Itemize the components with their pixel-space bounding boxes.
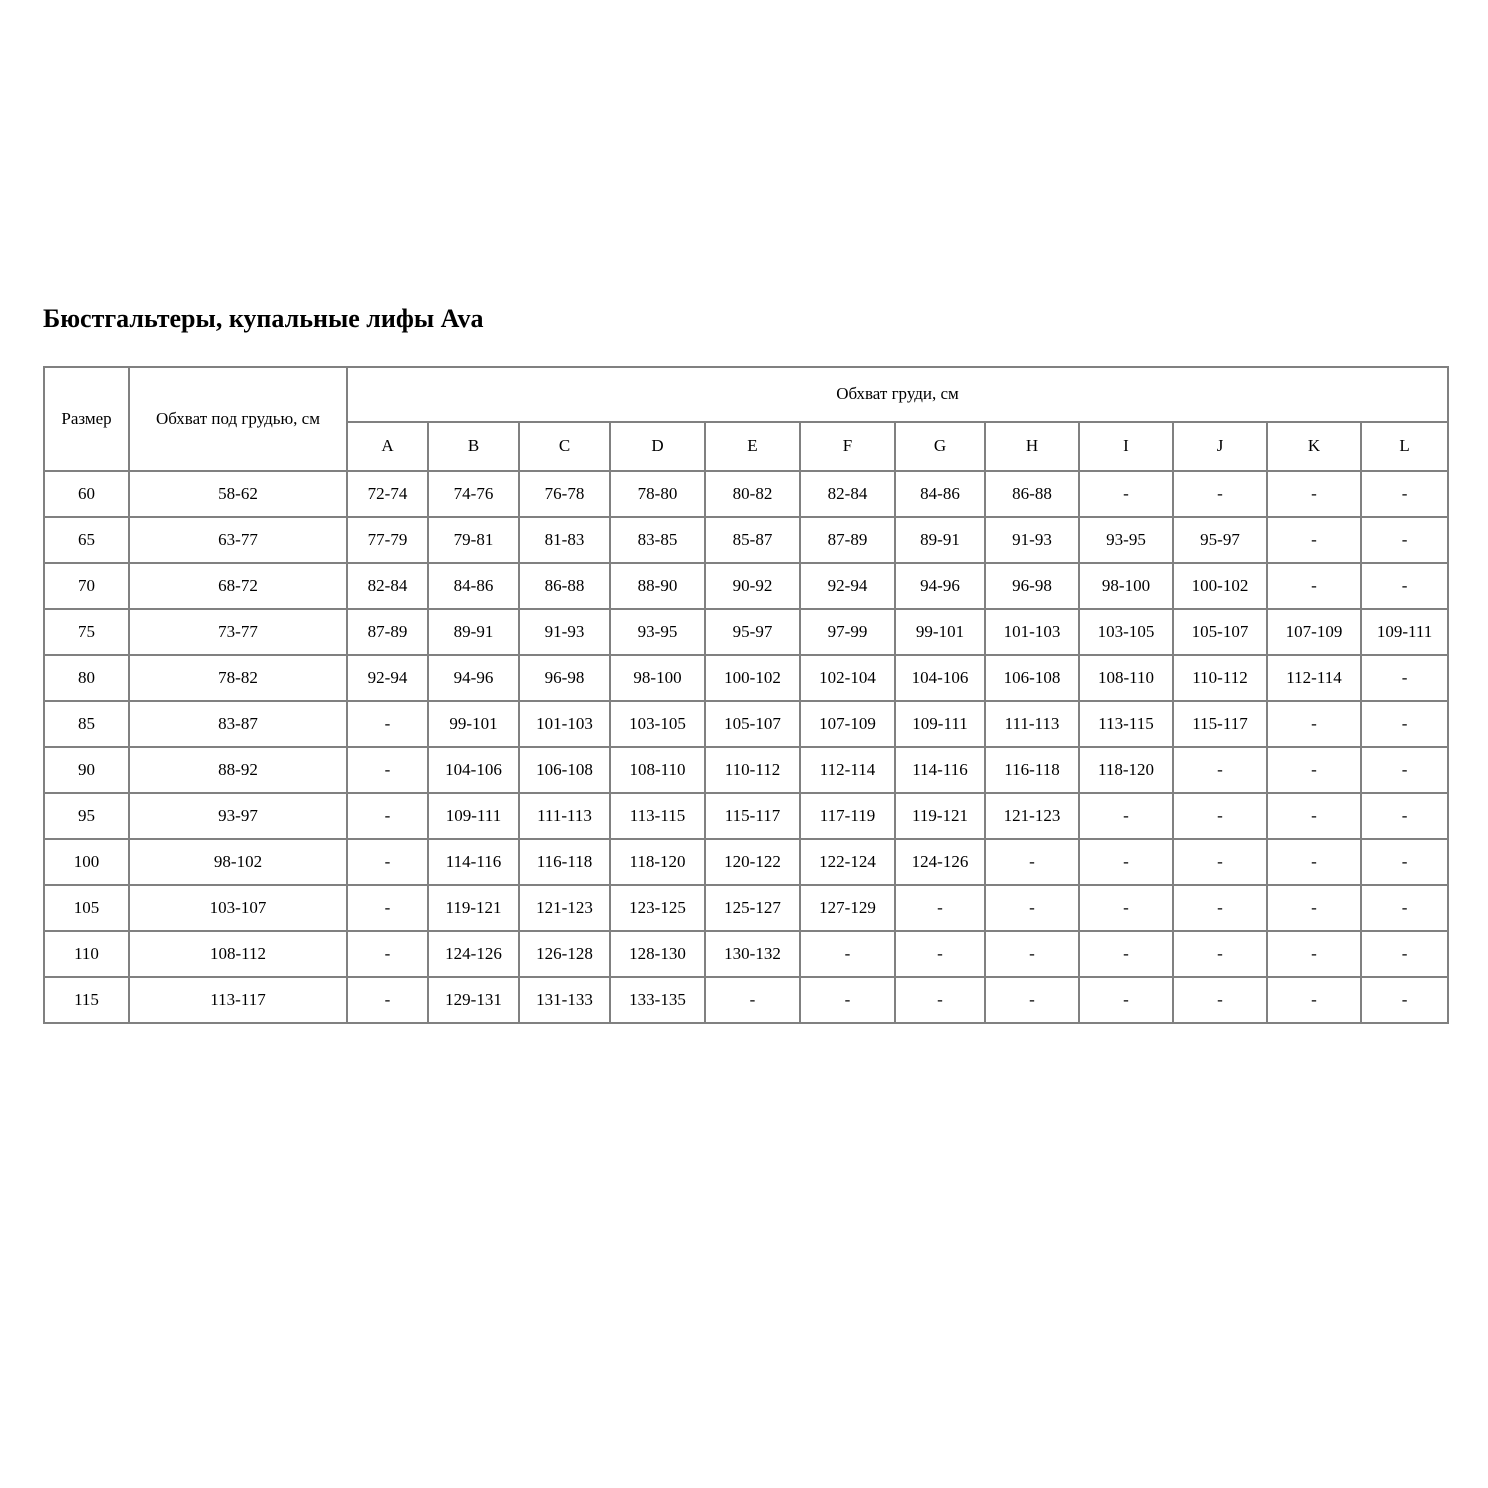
- size-cell: 115: [44, 977, 129, 1023]
- cup-range-cell: -: [800, 931, 895, 977]
- cup-range-cell: -: [1267, 471, 1361, 517]
- cup-range-cell: -: [1267, 793, 1361, 839]
- underbust-cell: 93-97: [129, 793, 347, 839]
- cup-range-cell: 94-96: [895, 563, 985, 609]
- cup-range-cell: 109-111: [1361, 609, 1448, 655]
- col-header-underbust: Обхват под грудью, см: [129, 367, 347, 471]
- size-chart-table: [43, 366, 1449, 1024]
- table-row: [44, 701, 1448, 747]
- cup-range-cell: -: [1361, 839, 1448, 885]
- underbust-cell: 103-107: [129, 885, 347, 931]
- cup-range-cell: 109-111: [895, 701, 985, 747]
- cup-range-cell: -: [895, 885, 985, 931]
- cup-range-cell: 81-83: [519, 517, 610, 563]
- cup-letter-header: D: [610, 422, 705, 471]
- cup-range-cell: 105-107: [705, 701, 800, 747]
- cup-range-cell: 110-112: [705, 747, 800, 793]
- cup-range-cell: -: [1079, 839, 1173, 885]
- cup-range-cell: -: [1361, 701, 1448, 747]
- size-cell: 95: [44, 793, 129, 839]
- table-row: [44, 793, 1448, 839]
- cup-range-cell: 111-113: [985, 701, 1079, 747]
- cup-range-cell: 119-121: [895, 793, 985, 839]
- cup-range-cell: 78-80: [610, 471, 705, 517]
- cup-range-cell: 109-111: [428, 793, 519, 839]
- cup-range-cell: 99-101: [895, 609, 985, 655]
- cup-range-cell: -: [1079, 885, 1173, 931]
- cup-letter-header: I: [1079, 422, 1173, 471]
- cup-range-cell: 108-110: [610, 747, 705, 793]
- cup-range-cell: 98-100: [1079, 563, 1173, 609]
- cup-range-cell: -: [347, 977, 428, 1023]
- cup-range-cell: -: [1361, 471, 1448, 517]
- cup-range-cell: 74-76: [428, 471, 519, 517]
- cup-range-cell: 114-116: [428, 839, 519, 885]
- table-row: [44, 609, 1448, 655]
- cup-range-cell: 92-94: [800, 563, 895, 609]
- cup-range-cell: 80-82: [705, 471, 800, 517]
- cup-range-cell: -: [985, 839, 1079, 885]
- cup-range-cell: -: [895, 931, 985, 977]
- page-title: Бюстгальтеры, купальные лифы Ava: [43, 304, 484, 333]
- cup-range-cell: 119-121: [428, 885, 519, 931]
- underbust-cell: 73-77: [129, 609, 347, 655]
- cup-range-cell: 124-126: [428, 931, 519, 977]
- underbust-cell: 68-72: [129, 563, 347, 609]
- cup-letter-header: B: [428, 422, 519, 471]
- cup-range-cell: 129-131: [428, 977, 519, 1023]
- cup-range-cell: 86-88: [519, 563, 610, 609]
- cup-letter-header: C: [519, 422, 610, 471]
- cup-letter-header: G: [895, 422, 985, 471]
- cup-range-cell: 107-109: [800, 701, 895, 747]
- cup-range-cell: 122-124: [800, 839, 895, 885]
- cup-range-cell: 79-81: [428, 517, 519, 563]
- cup-range-cell: 72-74: [347, 471, 428, 517]
- underbust-cell: 88-92: [129, 747, 347, 793]
- size-cell: 65: [44, 517, 129, 563]
- cup-letter-header: J: [1173, 422, 1267, 471]
- cup-range-cell: 77-79: [347, 517, 428, 563]
- cup-range-cell: 121-123: [519, 885, 610, 931]
- cup-letter-header: H: [985, 422, 1079, 471]
- cup-range-cell: 88-90: [610, 563, 705, 609]
- cup-range-cell: 102-104: [800, 655, 895, 701]
- cup-range-cell: 120-122: [705, 839, 800, 885]
- cup-letter-header: A: [347, 422, 428, 471]
- cup-range-cell: -: [1361, 655, 1448, 701]
- cup-range-cell: 105-107: [1173, 609, 1267, 655]
- cup-range-cell: 125-127: [705, 885, 800, 931]
- underbust-cell: 83-87: [129, 701, 347, 747]
- cup-range-cell: -: [1173, 931, 1267, 977]
- cup-range-cell: 103-105: [610, 701, 705, 747]
- table-row: [44, 931, 1448, 977]
- cup-range-cell: -: [705, 977, 800, 1023]
- underbust-cell: 113-117: [129, 977, 347, 1023]
- cup-range-cell: -: [1267, 517, 1361, 563]
- cup-range-cell: -: [1361, 747, 1448, 793]
- cup-range-cell: 133-135: [610, 977, 705, 1023]
- underbust-cell: 98-102: [129, 839, 347, 885]
- cup-range-cell: 115-117: [705, 793, 800, 839]
- cup-range-cell: 108-110: [1079, 655, 1173, 701]
- cup-range-cell: -: [1173, 839, 1267, 885]
- cup-range-cell: 101-103: [985, 609, 1079, 655]
- cup-range-cell: -: [1267, 839, 1361, 885]
- cup-range-cell: 87-89: [800, 517, 895, 563]
- cup-range-cell: 100-102: [1173, 563, 1267, 609]
- cup-range-cell: 90-92: [705, 563, 800, 609]
- cup-range-cell: -: [1361, 517, 1448, 563]
- cup-range-cell: -: [1361, 793, 1448, 839]
- size-cell: 70: [44, 563, 129, 609]
- cup-range-cell: 104-106: [428, 747, 519, 793]
- size-cell: 60: [44, 471, 129, 517]
- cup-range-cell: -: [1173, 977, 1267, 1023]
- cup-range-cell: 118-120: [1079, 747, 1173, 793]
- cup-range-cell: 104-106: [895, 655, 985, 701]
- cup-range-cell: 107-109: [1267, 609, 1361, 655]
- cup-range-cell: -: [1173, 471, 1267, 517]
- table-row: [44, 563, 1448, 609]
- cup-range-cell: -: [1173, 793, 1267, 839]
- table-row: [44, 655, 1448, 701]
- cup-range-cell: 123-125: [610, 885, 705, 931]
- cup-range-cell: 83-85: [610, 517, 705, 563]
- size-cell: 105: [44, 885, 129, 931]
- cup-range-cell: 92-94: [347, 655, 428, 701]
- table-row: [44, 747, 1448, 793]
- cup-range-cell: 96-98: [985, 563, 1079, 609]
- cup-range-cell: -: [1173, 747, 1267, 793]
- header-row-top: [44, 367, 1448, 422]
- cup-range-cell: 89-91: [428, 609, 519, 655]
- cup-range-cell: -: [800, 977, 895, 1023]
- cup-range-cell: 111-113: [519, 793, 610, 839]
- col-header-bust-group: Обхват груди, см: [347, 367, 1448, 422]
- cup-range-cell: 84-86: [895, 471, 985, 517]
- cup-range-cell: -: [1267, 747, 1361, 793]
- cup-range-cell: 95-97: [1173, 517, 1267, 563]
- cup-range-cell: -: [1361, 931, 1448, 977]
- cup-range-cell: 101-103: [519, 701, 610, 747]
- cup-range-cell: 82-84: [347, 563, 428, 609]
- cup-range-cell: 113-115: [610, 793, 705, 839]
- cup-range-cell: -: [985, 885, 1079, 931]
- cup-range-cell: -: [985, 931, 1079, 977]
- cup-range-cell: 93-95: [610, 609, 705, 655]
- cup-range-cell: 126-128: [519, 931, 610, 977]
- cup-range-cell: 130-132: [705, 931, 800, 977]
- table-row: [44, 517, 1448, 563]
- cup-range-cell: 91-93: [519, 609, 610, 655]
- cup-range-cell: 97-99: [800, 609, 895, 655]
- cup-range-cell: 103-105: [1079, 609, 1173, 655]
- cup-range-cell: 85-87: [705, 517, 800, 563]
- cup-range-cell: -: [1267, 701, 1361, 747]
- cup-range-cell: 86-88: [985, 471, 1079, 517]
- cup-letter-header: L: [1361, 422, 1448, 471]
- cup-range-cell: 93-95: [1079, 517, 1173, 563]
- underbust-cell: 63-77: [129, 517, 347, 563]
- cup-range-cell: 116-118: [519, 839, 610, 885]
- size-cell: 80: [44, 655, 129, 701]
- cup-range-cell: 114-116: [895, 747, 985, 793]
- cup-range-cell: 110-112: [1173, 655, 1267, 701]
- cup-range-cell: 124-126: [895, 839, 985, 885]
- cup-range-cell: 100-102: [705, 655, 800, 701]
- cup-range-cell: 96-98: [519, 655, 610, 701]
- size-cell: 90: [44, 747, 129, 793]
- cup-range-cell: 89-91: [895, 517, 985, 563]
- cup-range-cell: 118-120: [610, 839, 705, 885]
- cup-range-cell: 113-115: [1079, 701, 1173, 747]
- cup-range-cell: 112-114: [800, 747, 895, 793]
- cup-range-cell: 82-84: [800, 471, 895, 517]
- cup-range-cell: 131-133: [519, 977, 610, 1023]
- cup-range-cell: -: [347, 885, 428, 931]
- cup-range-cell: 117-119: [800, 793, 895, 839]
- cup-range-cell: 116-118: [985, 747, 1079, 793]
- cup-range-cell: -: [1267, 977, 1361, 1023]
- cup-range-cell: -: [1361, 977, 1448, 1023]
- col-header-size: Размер: [44, 367, 129, 471]
- cup-range-cell: 95-97: [705, 609, 800, 655]
- underbust-cell: 58-62: [129, 471, 347, 517]
- cup-range-cell: 106-108: [985, 655, 1079, 701]
- cup-range-cell: -: [347, 793, 428, 839]
- cup-range-cell: 76-78: [519, 471, 610, 517]
- cup-range-cell: 127-129: [800, 885, 895, 931]
- cup-range-cell: -: [1267, 885, 1361, 931]
- cup-range-cell: -: [1267, 931, 1361, 977]
- underbust-cell: 108-112: [129, 931, 347, 977]
- cup-range-cell: -: [347, 931, 428, 977]
- cup-range-cell: 99-101: [428, 701, 519, 747]
- cup-letter-header: E: [705, 422, 800, 471]
- table-row: [44, 977, 1448, 1023]
- cup-range-cell: -: [347, 747, 428, 793]
- cup-range-cell: -: [1361, 885, 1448, 931]
- cup-range-cell: 94-96: [428, 655, 519, 701]
- cup-range-cell: -: [347, 701, 428, 747]
- cup-range-cell: 91-93: [985, 517, 1079, 563]
- cup-range-cell: -: [1361, 563, 1448, 609]
- cup-range-cell: -: [1079, 793, 1173, 839]
- cup-range-cell: 84-86: [428, 563, 519, 609]
- cup-range-cell: -: [1079, 471, 1173, 517]
- cup-range-cell: 121-123: [985, 793, 1079, 839]
- table-row: [44, 885, 1448, 931]
- cup-range-cell: -: [1079, 931, 1173, 977]
- cup-range-cell: 115-117: [1173, 701, 1267, 747]
- cup-range-cell: -: [347, 839, 428, 885]
- size-cell: 110: [44, 931, 129, 977]
- cup-range-cell: 106-108: [519, 747, 610, 793]
- size-cell: 75: [44, 609, 129, 655]
- size-cell: 85: [44, 701, 129, 747]
- cup-range-cell: -: [1267, 563, 1361, 609]
- cup-letter-header: F: [800, 422, 895, 471]
- cup-range-cell: -: [895, 977, 985, 1023]
- cup-range-cell: 98-100: [610, 655, 705, 701]
- size-cell: 100: [44, 839, 129, 885]
- cup-range-cell: -: [1079, 977, 1173, 1023]
- cup-range-cell: -: [1173, 885, 1267, 931]
- cup-range-cell: 112-114: [1267, 655, 1361, 701]
- cup-range-cell: 87-89: [347, 609, 428, 655]
- underbust-cell: 78-82: [129, 655, 347, 701]
- cup-letter-header: K: [1267, 422, 1361, 471]
- table-row: [44, 471, 1448, 517]
- cup-range-cell: -: [985, 977, 1079, 1023]
- cup-range-cell: 128-130: [610, 931, 705, 977]
- table-row: [44, 839, 1448, 885]
